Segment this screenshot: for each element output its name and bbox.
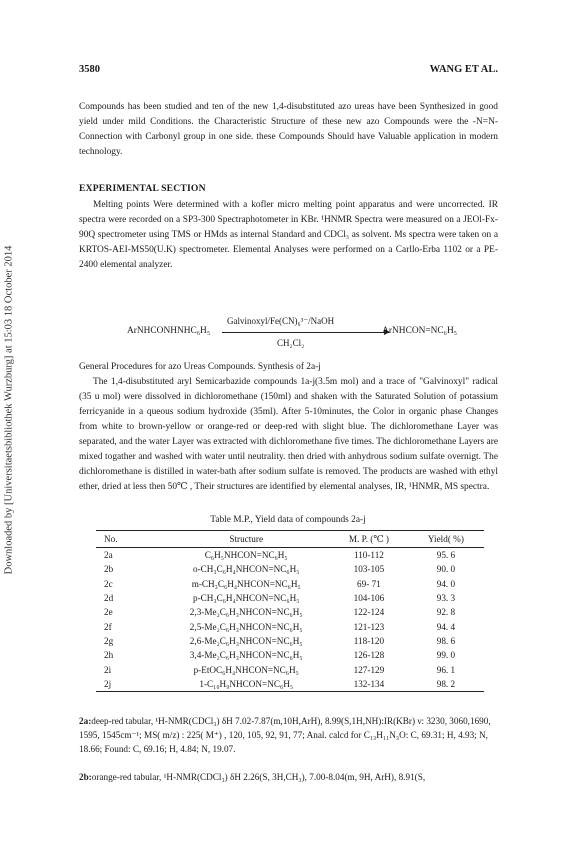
- cell-mp: 122-124: [353, 607, 385, 618]
- cell-structure: 1-C₁₀H₉NHCON=NC₆H₅: [162, 677, 330, 692]
- download-watermark-text: Downloaded by [Universitaetsbibliothek Wurzburg] at 15:03 18 October 2014: [3, 245, 15, 575]
- table-row: [96, 548, 484, 563]
- page-number: 3580: [79, 64, 100, 75]
- header-yield: Yield( %): [408, 531, 484, 548]
- cell-yield: 90. 0: [436, 564, 456, 575]
- product-formula: ArNHCON=NC₆H₅: [382, 326, 457, 336]
- cell-no: 2a: [104, 550, 113, 561]
- cell-mp: 104-106: [353, 593, 385, 604]
- cell-yield: 95. 6: [436, 550, 456, 561]
- cell-yield: 99. 0: [436, 650, 456, 661]
- cell-mp: 121-123: [353, 621, 385, 632]
- cell-yield: 94. 4: [436, 621, 456, 632]
- header-structure: Structure: [162, 531, 330, 548]
- compound-2a-label: 2a:: [79, 716, 92, 726]
- compound-2b-data: [79, 770, 498, 784]
- cell-mp: 103-105: [353, 564, 385, 575]
- cell-yield: 94. 0: [436, 578, 456, 589]
- compounds-table: [96, 530, 484, 692]
- cell-no: 2i: [104, 664, 112, 675]
- cell-no: 2f: [104, 621, 112, 632]
- cell-yield: 92. 8: [436, 607, 456, 618]
- compound-2b-text: orange-red tabular, ¹H-NMR(CDCl₃) δH 2.26(S, 3H,CH₃), 7.00-8.04(m, 9H, ArH), 8.91(S,: [91, 772, 426, 782]
- cell-no: 2c: [104, 578, 113, 589]
- table-row: [96, 562, 484, 576]
- cell-no: 2h: [104, 650, 114, 661]
- reaction-arrow: [222, 332, 389, 333]
- cell-structure: 2,5-Me₂C₆H₃NHCON=NC₆H₅: [189, 621, 303, 632]
- table-row: [96, 591, 484, 605]
- cell-yield: 93. 3: [436, 593, 456, 604]
- reagents-label: Galvinoxyl/Fe(CN)₆³⁻/NaOH: [227, 316, 335, 326]
- table-caption: Table M.P., Yield data of compounds 2a-j: [210, 515, 366, 525]
- cell-structure: m-CH₃C₆H₄NHCON=NC₆H₅: [191, 578, 301, 589]
- cell-structure: p-EtOC₆H₄NHCON=NC₆H₅: [193, 664, 299, 675]
- table-row: [96, 577, 484, 591]
- table-row: [96, 605, 484, 619]
- cell-yield: 98. 6: [436, 635, 456, 646]
- table-row: [96, 677, 484, 692]
- header-no: No.: [96, 531, 162, 548]
- cell-no: 2g: [104, 635, 114, 646]
- cell-no: 2d: [104, 593, 114, 604]
- cell-no: 2e: [104, 607, 113, 618]
- solvent-label: CH₂Cl₂: [277, 338, 305, 348]
- compound-2b-label: 2b:: [79, 772, 92, 782]
- cell-mp: 118-120: [353, 635, 385, 646]
- section-heading: EXPERIMENTAL SECTION: [79, 183, 206, 194]
- cell-mp: 69- 71: [357, 578, 381, 589]
- header-mp: M. P. (℃ ): [330, 531, 408, 548]
- table-header-row: [96, 531, 484, 548]
- table-row: [96, 648, 484, 662]
- running-head-authors: WANG ET AL.: [429, 64, 498, 75]
- compound-2a-data: [79, 714, 498, 756]
- reactant-formula: ArNHCONHNHC₆H₅: [127, 326, 211, 336]
- cell-yield: 98. 2: [408, 677, 484, 692]
- table-row: [96, 662, 484, 676]
- table-row: [96, 634, 484, 648]
- cell-structure: 2,6-Me₂C₆H₃NHCON=NC₆H₅: [189, 635, 303, 646]
- cell-yield: 96. 1: [436, 664, 456, 675]
- cell-mp: 127-129: [353, 664, 385, 675]
- table-row: [96, 619, 484, 633]
- procedure-paragraph: The 1,4-disubstituted aryl Semicarbazide compounds 1a-j(3.5m mol) and a trace of "Galvinoxyl" radical (35 u mol) were dissolved in dichloromethane (150ml) and shaken with the Saturated Solution of potassium ferricyanide in a queous sodium hydroxide (35ml). After 5-10minutes, the Color in organic phase Changes from white to brown-yellow or orange-red or deep-red with slight blue. The dichloromethane Layer was separated, and the water Layer was extracted with dichloromethane five times. The dichloromethane Layers are mixed togather and washed with water until neutrality. then dried with anhydrous sodium sulfate overnigt. The dichloromethane is distilled in water-bath after sodium sulfate is removed. The products are washed with ethyl ether, dried at less then 50℃ , Their structures are identified by elemental analyses, IR, ¹HNMR, MS spectra.: [79, 377, 498, 492]
- download-watermark: [2, 200, 16, 620]
- experimental-paragraph: Melting points Were determined with a kofler micro melting point apparatus and were uncorrected. IR spectra were recorded on a SP3-300 Spectraphotometer in KBr. ¹HNMR Spectra were measured on a JEOl-Fx-90Q spectrometer using TMS or HMds as internal Standard and CDCl₃ as solvent. Ms spectra were taken on a KRTOS-AEI-MS50(U.K) spectrometer. Elemental Analyses were performed on a Carllo-Erba 1102 or a PE-2400 elemental analyzer.: [79, 200, 498, 270]
- cell-mp: 126-128: [353, 650, 385, 661]
- cell-mp: 132-134: [330, 677, 408, 692]
- general-procedure-title: General Procedures for azo Ureas Compounds. Synthesis of 2a-j: [79, 362, 321, 372]
- cell-structure: C₆H₅NHCON=NC₆H₅: [204, 550, 288, 561]
- cell-structure: 3,4-Me₂C₆H₃NHCON=NC₆H₅: [189, 650, 303, 661]
- cell-no: 2j: [96, 677, 162, 692]
- compound-2a-text: deep-red tabular, ¹H-NMR(CDCl₃) δH 7.02-7.87(m,10H,ArH), 8.99(S,1H,NH):IR(KBr) ν: 3230, 3060,1690, 1595, 1545cm⁻¹; MS( m/z) : 225( M⁺) , 120, 105, 92, 91, 77; Anal. calcd for C₁₃H₁₁N₃O: C, 69.31; H, 4.93; N, 18.66; Found: C, 69.16; H, 4.84; N, 19.07.: [79, 716, 491, 754]
- reaction-scheme: [127, 316, 457, 356]
- cell-no: 2b: [104, 564, 114, 575]
- cell-structure: o-CH₃C₆H₄NHCON=NC₆H₅: [192, 564, 300, 575]
- intro-paragraph: Compounds has been studied and ten of the new 1,4-disubstituted azo ureas have been Synthesized in good yield under mild Conditions. the Characteristic Structure of these new azo Compounds were the -N=N- Connection with Carbonyl group in one side. these Compounds Should have Valuable application in modern technology.: [79, 102, 498, 157]
- cell-structure: 2,3-Me₂C₆H₃NHCON=NC₆H₅: [189, 607, 303, 618]
- cell-mp: 110-112: [353, 550, 384, 561]
- cell-structure: p-CH₃C₆H₄NHCON=NC₆H₅: [192, 593, 300, 604]
